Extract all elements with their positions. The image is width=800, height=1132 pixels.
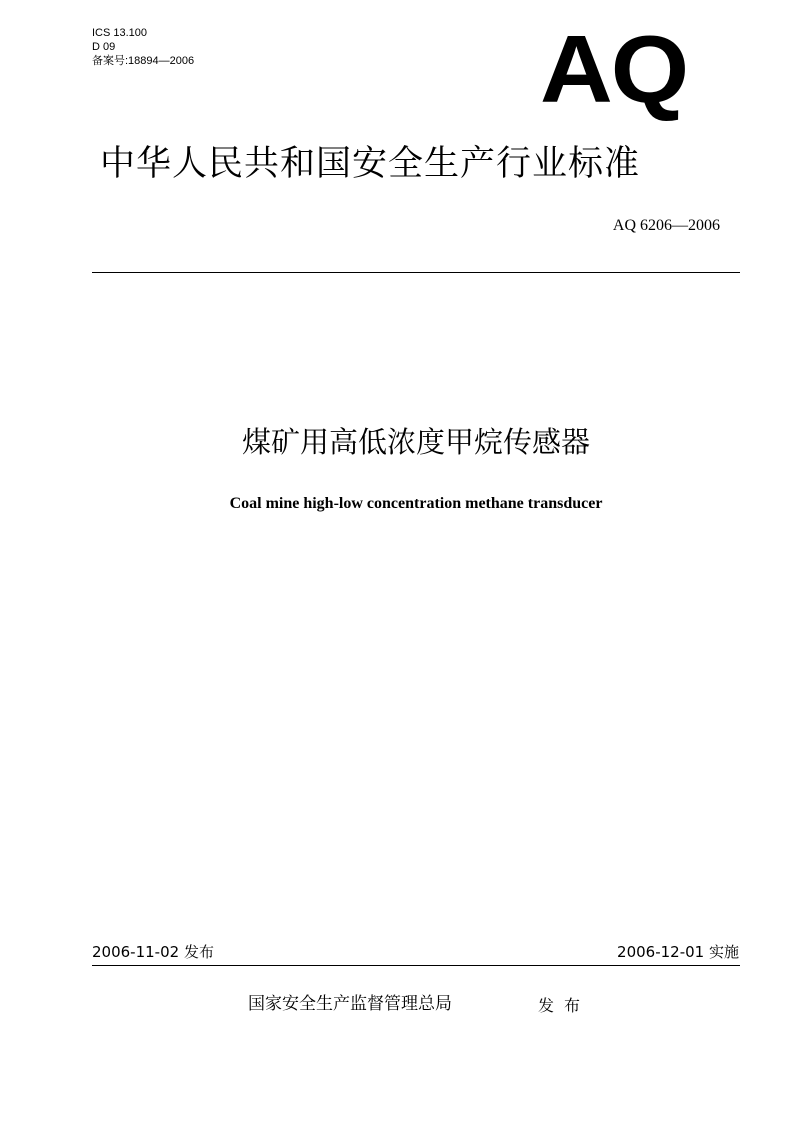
classification-block	[92, 26, 194, 68]
top-divider	[92, 272, 740, 273]
issue-date: 2006-11-02 发布	[92, 943, 214, 961]
bottom-divider	[92, 965, 740, 966]
record-number: 备案号:18894—2006	[92, 55, 195, 67]
implementation-date: 2006-12-01 实施	[617, 943, 739, 961]
aq-logo: AQ	[540, 16, 687, 123]
document-title-chinese: 煤矿用高低浓度甲烷传感器	[241, 425, 590, 459]
document-title-english: Coal mine high-low concentration methane transducer	[229, 495, 603, 512]
standard-number: AQ 6206—2006	[612, 217, 720, 234]
ccs-code: D 09	[92, 41, 116, 53]
issuing-authority: 国家安全生产监督管理总局	[248, 994, 452, 1014]
standard-category-title: 中华人民共和国安全生产行业标准	[100, 144, 641, 184]
publish-label: 发布	[538, 996, 591, 1015]
ics-code: ICS 13.100	[92, 27, 148, 39]
